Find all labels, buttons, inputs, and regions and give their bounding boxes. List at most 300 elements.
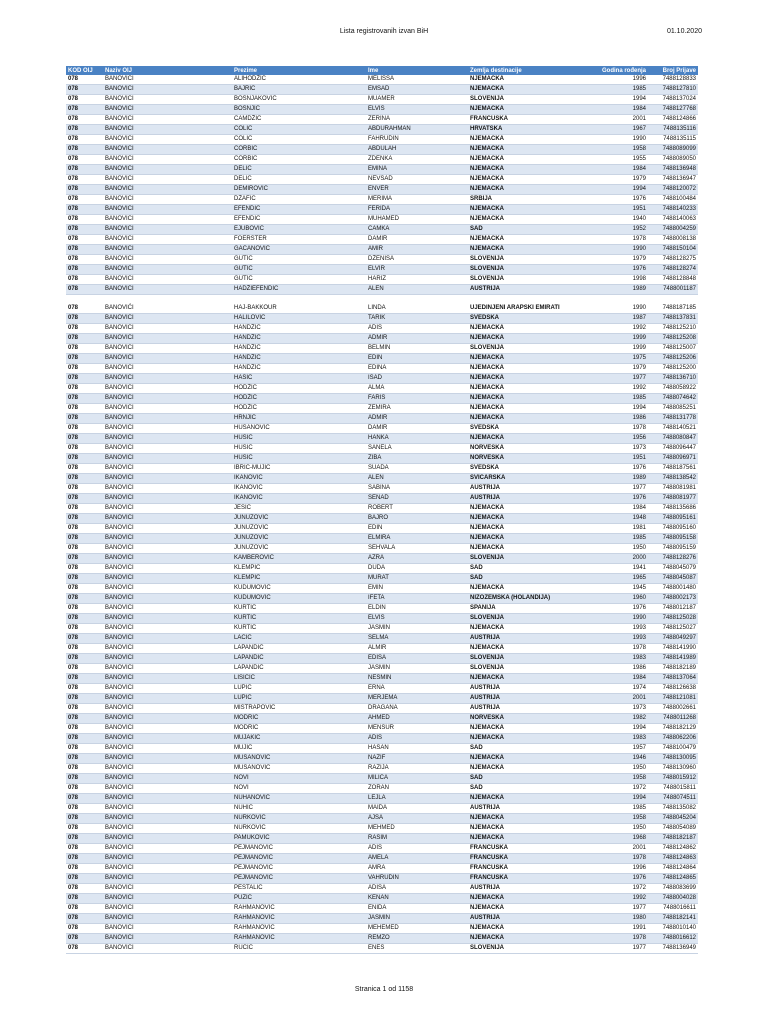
- godina-cell: 1960: [586, 594, 648, 604]
- prezime-cell: EFENDIĆ: [232, 205, 366, 215]
- broj-cell: 7488137831: [648, 314, 698, 324]
- ime-cell: ZEMIRA: [366, 404, 468, 414]
- table-row: [66, 444, 698, 454]
- godina-cell: 1989: [586, 285, 648, 295]
- ime-cell: ŠEHVALA: [366, 544, 468, 554]
- table-row: [66, 904, 698, 914]
- zemlja-cell: NJEMAČKA: [468, 834, 586, 844]
- prezime-cell: NOVI: [232, 784, 366, 794]
- naziv-cell: BANOVIĆI: [103, 934, 232, 944]
- table-row: [66, 794, 698, 804]
- kod-cell: 078: [66, 694, 103, 704]
- godina-cell: 1993: [586, 624, 648, 634]
- ime-cell: KENAN: [366, 894, 468, 904]
- broj-cell: 7488074642: [648, 394, 698, 404]
- prezime-cell: KUDUMOVIĆ: [232, 584, 366, 594]
- zemlja-cell: ŠVEDSKA: [468, 464, 586, 474]
- zemlja-cell: NJEMAČKA: [468, 175, 586, 185]
- godina-cell: 1967: [586, 125, 648, 135]
- kod-cell: 078: [66, 634, 103, 644]
- prezime-cell: JUNUZOVIĆ: [232, 544, 366, 554]
- zemlja-cell: NJEMAČKA: [468, 904, 586, 914]
- godina-cell: 2001: [586, 115, 648, 125]
- broj-cell: 7488124862: [648, 844, 698, 854]
- naziv-cell: BANOVIĆI: [103, 344, 232, 354]
- godina-cell: 1977: [586, 484, 648, 494]
- naziv-cell: BANOVIĆI: [103, 864, 232, 874]
- naziv-cell: BANOVIĆI: [103, 774, 232, 784]
- naziv-cell: BANOVIĆI: [103, 115, 232, 125]
- godina-cell: 1975: [586, 354, 648, 364]
- prezime-cell: JUNUZOVIĆ: [232, 514, 366, 524]
- kod-cell: 078: [66, 105, 103, 115]
- prezime-cell: MIŠTRAPOVIĆ: [232, 704, 366, 714]
- zemlja-cell: SLOVENIJA: [468, 554, 586, 564]
- prezime-cell: HALILOVIĆ: [232, 314, 366, 324]
- document-title: Lista registrovanih izvan BiH: [339, 28, 429, 35]
- table-row: [66, 334, 698, 344]
- table-row: [66, 724, 698, 734]
- table-row: [66, 564, 698, 574]
- godina-cell: 1984: [586, 105, 648, 115]
- table-row: [66, 674, 698, 684]
- broj-cell: 7488135082: [648, 804, 698, 814]
- ime-cell: AMELA: [366, 854, 468, 864]
- broj-cell: 7488083699: [648, 884, 698, 894]
- table-row: [66, 584, 698, 594]
- zemlja-cell: NJEMAČKA: [468, 384, 586, 394]
- naziv-cell: BANOVIĆI: [103, 135, 232, 145]
- col-header-zemlja: Zemlja destinacije: [468, 66, 586, 75]
- godina-cell: 1990: [586, 614, 648, 624]
- kod-cell: 078: [66, 654, 103, 664]
- prezime-cell: HUSIĆ: [232, 444, 366, 454]
- zemlja-cell: NJEMAČKA: [468, 75, 586, 85]
- kod-cell: 078: [66, 574, 103, 584]
- ime-cell: AMIR: [366, 245, 468, 255]
- kod-cell: 078: [66, 135, 103, 145]
- godina-cell: 1951: [586, 205, 648, 215]
- prezime-cell: ČOLIĆ: [232, 135, 366, 145]
- prezime-cell: KAMBEROVIĆ: [232, 554, 366, 564]
- ime-cell: EDISA: [366, 654, 468, 664]
- registration-table: [66, 66, 698, 954]
- table-row: [66, 664, 698, 674]
- table-row: [66, 624, 698, 634]
- naziv-cell: BANOVIĆI: [103, 634, 232, 644]
- ime-cell: MEHMED: [366, 824, 468, 834]
- prezime-cell: HANDŽIĆ: [232, 354, 366, 364]
- broj-cell: 7488135116: [648, 125, 698, 135]
- ime-cell: ADMIR: [366, 414, 468, 424]
- prezime-cell: LAPANDIĆ: [232, 644, 366, 654]
- ime-cell: MERJEMA: [366, 694, 468, 704]
- prezime-cell: GAČANOVIĆ: [232, 245, 366, 255]
- broj-cell: 7488125210: [648, 324, 698, 334]
- prezime-cell: KUDUMOVIĆ: [232, 594, 366, 604]
- zemlja-cell: FRANCUSKA: [468, 854, 586, 864]
- kod-cell: 078: [66, 185, 103, 195]
- prezime-cell: NURKOVIĆ: [232, 824, 366, 834]
- broj-cell: 7488126638: [648, 684, 698, 694]
- naziv-cell: BANOVIĆI: [103, 694, 232, 704]
- kod-cell: 078: [66, 414, 103, 424]
- naziv-cell: BANOVIĆI: [103, 324, 232, 334]
- broj-cell: 7488136710: [648, 374, 698, 384]
- zemlja-cell: AUSTRIJA: [468, 914, 586, 924]
- kod-cell: 078: [66, 314, 103, 324]
- kod-cell: 078: [66, 255, 103, 265]
- kod-cell: 078: [66, 934, 103, 944]
- kod-cell: 078: [66, 404, 103, 414]
- ime-cell: AJŠA: [366, 814, 468, 824]
- kod-cell: 078: [66, 754, 103, 764]
- kod-cell: 078: [66, 734, 103, 744]
- godina-cell: 1990: [586, 245, 648, 255]
- godina-cell: 1982: [586, 714, 648, 724]
- ime-cell: ELVIS: [366, 105, 468, 115]
- broj-cell: 7488058922: [648, 384, 698, 394]
- kod-cell: 078: [66, 334, 103, 344]
- prezime-cell: MUŠANOVIĆ: [232, 754, 366, 764]
- broj-cell: 7488125206: [648, 354, 698, 364]
- ime-cell: ELDIN: [366, 604, 468, 614]
- table-row: [66, 804, 698, 814]
- table-row: [66, 924, 698, 934]
- table-row: [66, 484, 698, 494]
- table-row: [66, 165, 698, 175]
- kod-cell: 078: [66, 215, 103, 225]
- zemlja-cell: NORVEŠKA: [468, 444, 586, 454]
- prezime-cell: MUJIĆ: [232, 744, 366, 754]
- table-row: [66, 704, 698, 714]
- godina-cell: 1940: [586, 215, 648, 225]
- godina-cell: 1968: [586, 834, 648, 844]
- zemlja-cell: NJEMAČKA: [468, 814, 586, 824]
- godina-cell: 1983: [586, 654, 648, 664]
- godina-cell: 1990: [586, 295, 648, 314]
- ime-cell: EMIN: [366, 584, 468, 594]
- prezime-cell: NUHIĆ: [232, 804, 366, 814]
- table-row: [66, 235, 698, 245]
- kod-cell: 078: [66, 804, 103, 814]
- kod-cell: 078: [66, 534, 103, 544]
- naziv-cell: BANOVIĆI: [103, 544, 232, 554]
- table-row: [66, 764, 698, 774]
- table-row: [66, 494, 698, 504]
- zemlja-cell: NJEMAČKA: [468, 674, 586, 684]
- godina-cell: 1965: [586, 574, 648, 584]
- godina-cell: 1985: [586, 394, 648, 404]
- ime-cell: MURAT: [366, 574, 468, 584]
- zemlja-cell: AUSTRIJA: [468, 285, 586, 295]
- godina-cell: 2001: [586, 694, 648, 704]
- ime-cell: NEVSAD: [366, 175, 468, 185]
- table-row: [66, 414, 698, 424]
- kod-cell: 078: [66, 644, 103, 654]
- kod-cell: 078: [66, 844, 103, 854]
- prezime-cell: PEJMANOVIĆ: [232, 844, 366, 854]
- table-row: [66, 814, 698, 824]
- prezime-cell: KLEMPIĆ: [232, 574, 366, 584]
- broj-cell: 7488138542: [648, 474, 698, 484]
- table-row: [66, 314, 698, 324]
- ime-cell: LINDA: [366, 295, 468, 314]
- godina-cell: 1952: [586, 225, 648, 235]
- ime-cell: MUHAMED: [366, 215, 468, 225]
- zemlja-cell: SLOVENIJA: [468, 275, 586, 285]
- naziv-cell: BANOVIĆI: [103, 754, 232, 764]
- broj-cell: 7488140063: [648, 215, 698, 225]
- broj-cell: 7488045087: [648, 574, 698, 584]
- kod-cell: 078: [66, 245, 103, 255]
- prezime-cell: KLEMPIĆ: [232, 564, 366, 574]
- prezime-cell: HUSANOVIĆ: [232, 424, 366, 434]
- table-row: [66, 424, 698, 434]
- broj-cell: 7488141989: [648, 654, 698, 664]
- broj-cell: 7488121081: [648, 694, 698, 704]
- ime-cell: DŽENISA: [366, 255, 468, 265]
- kod-cell: 078: [66, 145, 103, 155]
- kod-cell: 078: [66, 474, 103, 484]
- broj-cell: 7488095160: [648, 524, 698, 534]
- ime-cell: MENSUR: [366, 724, 468, 734]
- prezime-cell: GUTIĆ: [232, 255, 366, 265]
- godina-cell: 1976: [586, 874, 648, 884]
- godina-cell: 1999: [586, 334, 648, 344]
- broj-cell: 7488131778: [648, 414, 698, 424]
- zemlja-cell: HRVATSKA: [468, 125, 586, 135]
- page-number: Stranica 1 od 1158: [354, 986, 414, 993]
- table-row: [66, 864, 698, 874]
- table-row: [66, 524, 698, 534]
- broj-cell: 7488124863: [648, 854, 698, 864]
- broj-cell: 7488085251: [648, 404, 698, 414]
- prezime-cell: PEJMANOVIĆ: [232, 874, 366, 884]
- prezime-cell: GUTIĆ: [232, 275, 366, 285]
- kod-cell: 078: [66, 205, 103, 215]
- zemlja-cell: NJEMAČKA: [468, 85, 586, 95]
- ime-cell: SUADA: [366, 464, 468, 474]
- kod-cell: 078: [66, 544, 103, 554]
- zemlja-cell: SAD: [468, 574, 586, 584]
- broj-cell: 7488016612: [648, 934, 698, 944]
- table-row: [66, 694, 698, 704]
- naziv-cell: BANOVIĆI: [103, 275, 232, 285]
- kod-cell: 078: [66, 714, 103, 724]
- broj-cell: 7488054089: [648, 824, 698, 834]
- kod-cell: 078: [66, 484, 103, 494]
- naziv-cell: BANOVIĆI: [103, 924, 232, 934]
- zemlja-cell: FRANCUSKA: [468, 115, 586, 125]
- broj-cell: 7488182141: [648, 914, 698, 924]
- godina-cell: 1992: [586, 894, 648, 904]
- zemlja-cell: NJEMAČKA: [468, 894, 586, 904]
- prezime-cell: JUNUZOVIĆ: [232, 524, 366, 534]
- naziv-cell: BANOVIĆI: [103, 534, 232, 544]
- godina-cell: 1994: [586, 794, 648, 804]
- broj-cell: 7488004028: [648, 894, 698, 904]
- table-row: [66, 434, 698, 444]
- zemlja-cell: UJEDINJENI ARAPSKI EMIRATI: [468, 295, 586, 314]
- ime-cell: NAZIF: [366, 754, 468, 764]
- prezime-cell: LAPANDIĆ: [232, 654, 366, 664]
- godina-cell: 2000: [586, 554, 648, 564]
- broj-cell: 7488128833: [648, 75, 698, 85]
- prezime-cell: HRNJIĆ: [232, 414, 366, 424]
- prezime-cell: LAPANDIĆ: [232, 664, 366, 674]
- godina-cell: 1990: [586, 135, 648, 145]
- naziv-cell: BANOVIĆI: [103, 654, 232, 664]
- table-row: [66, 75, 698, 85]
- broj-cell: 7488128274: [648, 265, 698, 275]
- ime-cell: ADIS: [366, 324, 468, 334]
- prezime-cell: NURKOVIĆ: [232, 814, 366, 824]
- naziv-cell: BANOVIĆI: [103, 724, 232, 734]
- naziv-cell: BANOVIĆI: [103, 854, 232, 864]
- broj-cell: 7488012187: [648, 604, 698, 614]
- naziv-cell: BANOVIĆI: [103, 684, 232, 694]
- zemlja-cell: NJEMAČKA: [468, 734, 586, 744]
- table-row: [66, 634, 698, 644]
- ime-cell: SELMA: [366, 634, 468, 644]
- kod-cell: 078: [66, 494, 103, 504]
- naziv-cell: BANOVIĆI: [103, 434, 232, 444]
- kod-cell: 078: [66, 225, 103, 235]
- zemlja-cell: NJEMAČKA: [468, 245, 586, 255]
- ime-cell: ELMIRA: [366, 534, 468, 544]
- zemlja-cell: NJEMAČKA: [468, 354, 586, 364]
- kod-cell: 078: [66, 894, 103, 904]
- prezime-cell: PEŠTALIĆ: [232, 884, 366, 894]
- table-row: [66, 874, 698, 884]
- prezime-cell: LUPIĆ: [232, 694, 366, 704]
- kod-cell: 078: [66, 285, 103, 295]
- kod-cell: 078: [66, 884, 103, 894]
- prezime-cell: MODRIĆ: [232, 714, 366, 724]
- naziv-cell: BANOVIĆI: [103, 215, 232, 225]
- prezime-cell: NOVI: [232, 774, 366, 784]
- kod-cell: 078: [66, 854, 103, 864]
- ime-cell: FARIS: [366, 394, 468, 404]
- broj-cell: 7488150104: [648, 245, 698, 255]
- ime-cell: AHMED: [366, 714, 468, 724]
- table-row: [66, 265, 698, 275]
- table-row: [66, 744, 698, 754]
- godina-cell: 1950: [586, 764, 648, 774]
- zemlja-cell: NJEMAČKA: [468, 235, 586, 245]
- ime-cell: HARIZ: [366, 275, 468, 285]
- naziv-cell: BANOVIĆI: [103, 574, 232, 584]
- godina-cell: 1987: [586, 314, 648, 324]
- godina-cell: 1958: [586, 814, 648, 824]
- kod-cell: 078: [66, 924, 103, 934]
- table-row: [66, 914, 698, 924]
- kod-cell: 078: [66, 614, 103, 624]
- broj-cell: 7488124865: [648, 874, 698, 884]
- table-row: [66, 594, 698, 604]
- zemlja-cell: SLOVENIJA: [468, 614, 586, 624]
- godina-cell: 1984: [586, 504, 648, 514]
- table-row: [66, 364, 698, 374]
- kod-cell: 078: [66, 524, 103, 534]
- broj-cell: 7488004259: [648, 225, 698, 235]
- zemlja-cell: FRANCUSKA: [468, 874, 586, 884]
- prezime-cell: IKANOVIĆ: [232, 484, 366, 494]
- ime-cell: ERNA: [366, 684, 468, 694]
- godina-cell: 1946: [586, 754, 648, 764]
- ime-cell: ZIBA: [366, 454, 468, 464]
- zemlja-cell: AUSTRIJA: [468, 494, 586, 504]
- naziv-cell: BANOVIĆI: [103, 764, 232, 774]
- kod-cell: 078: [66, 504, 103, 514]
- zemlja-cell: ŠPANIJA: [468, 604, 586, 614]
- broj-cell: 7488045204: [648, 814, 698, 824]
- godina-cell: 1973: [586, 444, 648, 454]
- ime-cell: EDIN: [366, 354, 468, 364]
- prezime-cell: EJUBOVIĆ: [232, 225, 366, 235]
- table-row: [66, 884, 698, 894]
- godina-cell: 1948: [586, 514, 648, 524]
- godina-cell: 1972: [586, 784, 648, 794]
- broj-cell: 7488128848: [648, 275, 698, 285]
- broj-cell: 7488095161: [648, 514, 698, 524]
- naziv-cell: BANOVIĆI: [103, 744, 232, 754]
- naziv-cell: BANOVIĆI: [103, 594, 232, 604]
- ime-cell: MEHEMED: [366, 924, 468, 934]
- broj-cell: 7488096447: [648, 444, 698, 454]
- zemlja-cell: NORVEŠKA: [468, 714, 586, 724]
- broj-cell: 7488049297: [648, 634, 698, 644]
- kod-cell: 078: [66, 904, 103, 914]
- kod-cell: 078: [66, 554, 103, 564]
- zemlja-cell: NJEMAČKA: [468, 205, 586, 215]
- godina-cell: 1986: [586, 664, 648, 674]
- zemlja-cell: ŠVEDSKA: [468, 424, 586, 434]
- table-row: [66, 175, 698, 185]
- zemlja-cell: NJEMAČKA: [468, 934, 586, 944]
- kod-cell: 078: [66, 664, 103, 674]
- broj-cell: 7488124866: [648, 115, 698, 125]
- godina-cell: 1985: [586, 804, 648, 814]
- zemlja-cell: AUSTRIJA: [468, 484, 586, 494]
- table-row: [66, 195, 698, 205]
- broj-cell: 7488125027: [648, 624, 698, 634]
- zemlja-cell: NJEMAČKA: [468, 374, 586, 384]
- prezime-cell: GUTIĆ: [232, 265, 366, 275]
- naziv-cell: BANOVIĆI: [103, 394, 232, 404]
- col-header-naziv: Naziv OIJ: [103, 66, 232, 75]
- ime-cell: RAZIJA: [366, 764, 468, 774]
- zemlja-cell: NJEMAČKA: [468, 324, 586, 334]
- broj-cell: 7488095158: [648, 534, 698, 544]
- kod-cell: 078: [66, 444, 103, 454]
- prezime-cell: RAHMANOVIĆ: [232, 924, 366, 934]
- godina-cell: 1994: [586, 95, 648, 105]
- broj-cell: 7488008138: [648, 235, 698, 245]
- naziv-cell: BANOVIĆI: [103, 185, 232, 195]
- godina-cell: 1979: [586, 175, 648, 185]
- naziv-cell: BANOVIĆI: [103, 95, 232, 105]
- naziv-cell: BANOVIĆI: [103, 444, 232, 454]
- table-row: [66, 504, 698, 514]
- godina-cell: 1980: [586, 914, 648, 924]
- naziv-cell: BANOVIĆI: [103, 894, 232, 904]
- zemlja-cell: NJEMAČKA: [468, 165, 586, 175]
- table-row: [66, 185, 698, 195]
- zemlja-cell: SLOVENIJA: [468, 95, 586, 105]
- kod-cell: 078: [66, 684, 103, 694]
